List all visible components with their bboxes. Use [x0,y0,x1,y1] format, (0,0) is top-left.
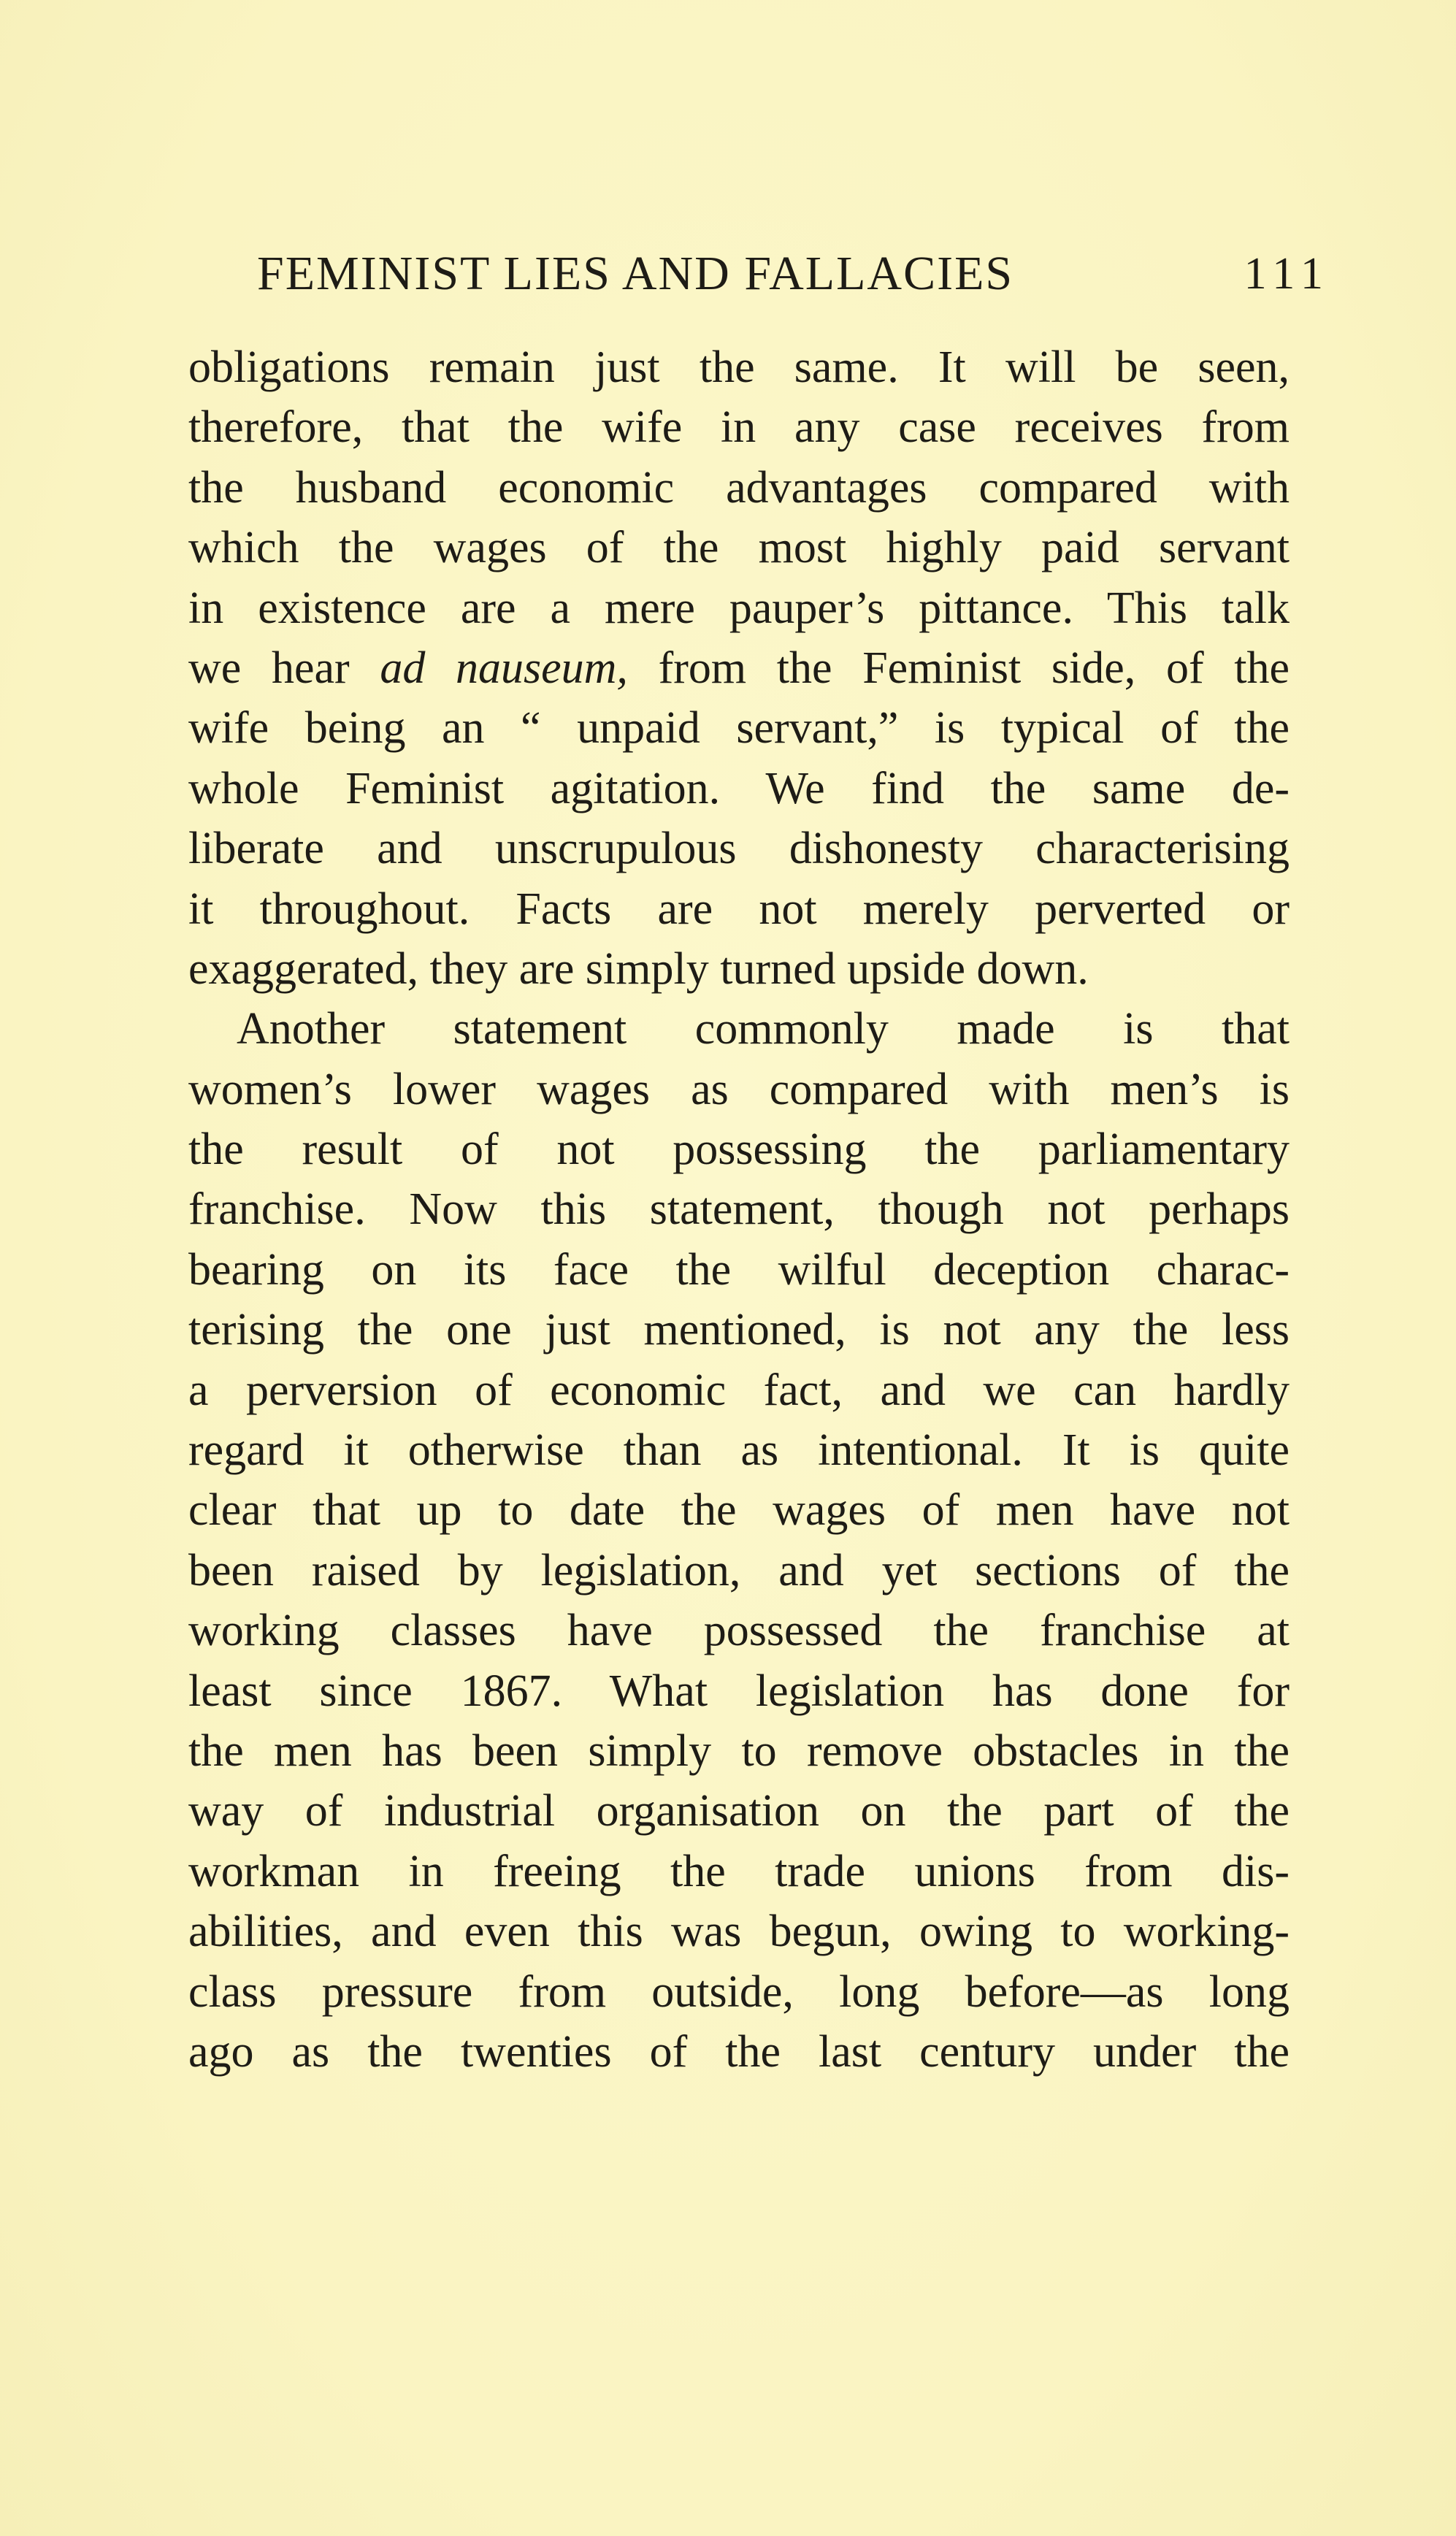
text-line: a perversion of economic fact, and we can hardly [188,1365,1290,1415]
text-line-with-italic [188,638,1290,698]
text-line: liberate and unscrupulous dishonesty characterising [188,824,1290,874]
text-line: been raised by legislation, and yet sections of the [188,1545,1290,1595]
text-line: therefore, that the wife in any case receives from [188,402,1290,453]
text-line: the husband economic advantages compared with [188,462,1290,513]
text-line: regard it otherwise than as intentional. It is quite [188,1425,1290,1476]
italic-phrase: ad nauseum, [380,643,628,693]
text-line: women’s lower wages as compared with men’s is [188,1064,1290,1114]
paragraph-2 [188,999,1290,2082]
text-line: class pressure from outside, long before—as long [188,1966,1290,2017]
text-line: whole Feminist agitation. We find the same de- [188,763,1290,813]
text-line: ago as the twenties of the last century under the [188,2026,1290,2077]
text-line: wife being an “ unpaid servant,” is typical of the [188,703,1290,754]
text-line: which the wages of the most highly paid servant [188,523,1290,573]
running-title: FEMINIST LIES AND FALLACIES [257,247,1014,300]
text-line: franchise. Now this statement, though not perhaps [188,1184,1290,1235]
text-line: it throughout. Facts are not merely perverted or [188,884,1290,934]
text-line: working classes have possessed the franchise at [188,1606,1290,1656]
text-segment: from the Feminist side, of the [627,643,1290,693]
text-line: obligations remain just the same. It will be seen, [188,342,1290,392]
text-line: abilities, and even this was begun, owing to working- [188,1907,1290,1957]
text-line: way of industrial organisation on the part of the [188,1786,1290,1836]
running-head [257,241,1330,307]
text-line: bearing on its face the wilful deception charac- [188,1244,1290,1295]
text-line: in existence are a mere pauper’s pittance. This talk [188,583,1290,633]
page-number: 111 [1244,249,1330,299]
text-line: least since 1867. What legislation has done for [188,1666,1290,1716]
paragraph-1 [188,337,1290,999]
body-text [188,337,1290,2082]
text-segment: we hear [188,643,380,693]
text-line: workman in freeing the trade unions from dis- [188,1846,1290,1896]
text-line: clear that up to date the wages of men have not [188,1485,1290,1536]
text-line: the result of not possessing the parliamentary [188,1125,1290,1175]
text-line: Another statement commonly made is that [237,1004,1290,1054]
text-line: exaggerated, they are simply turned upside down. [188,943,1089,994]
text-line: terising the one just mentioned, is not any the less [188,1305,1290,1355]
text-line: the men has been simply to remove obstacles in the [188,1725,1290,1776]
